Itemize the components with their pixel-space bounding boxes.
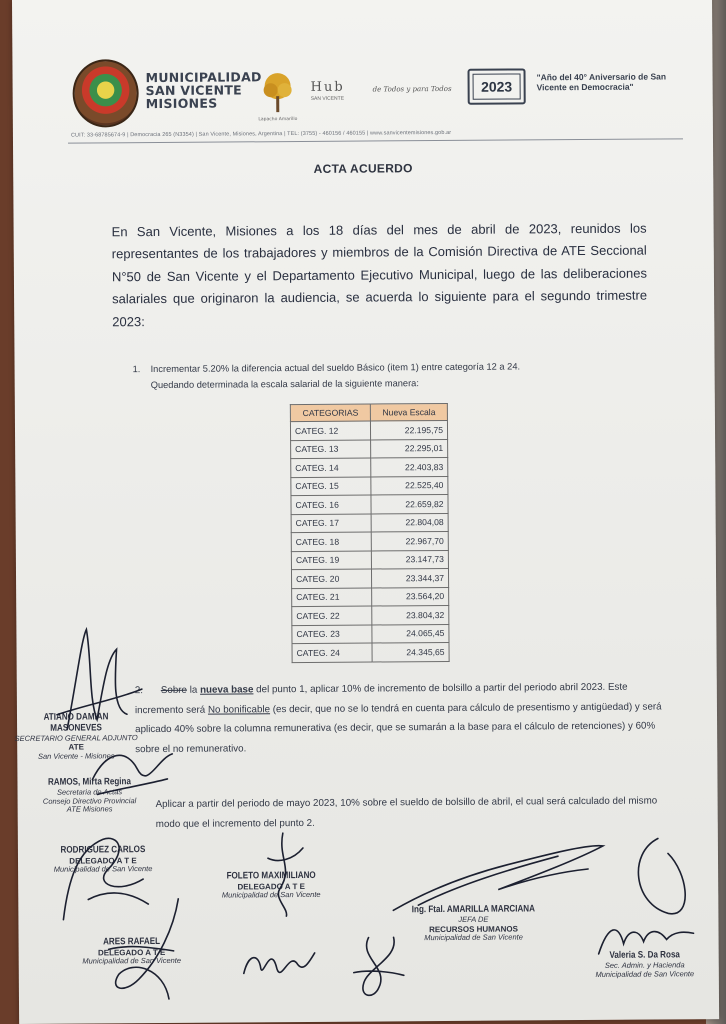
stamp-4-name: FOLETO MAXIMILIANO [226, 869, 316, 882]
stamp-2-org: Consejo Directivo Provincial [42, 795, 137, 806]
stamp-7-role: Sec. Admin. y Hacienda [604, 960, 685, 970]
stamp-5-name: Ing. Ftal. AMARILLA MARCIANA [411, 903, 535, 916]
item-2-number: 2. [134, 685, 144, 697]
category-cell: CATEG. 15 [291, 477, 371, 496]
category-cell: CATEG. 22 [292, 606, 372, 625]
stamp-rodriguez [38, 845, 168, 875]
document-page [12, 0, 719, 1024]
tree-logo-icon [258, 68, 298, 126]
stamp-7-name: Valeria S. Da Rosa [609, 949, 680, 961]
municipal-seal-icon [72, 59, 138, 127]
stamp-masoneves [11, 712, 141, 761]
signature-9-icon [588, 833, 699, 964]
tree-caption: Lapacho Amarillo [258, 117, 298, 123]
stamp-5-org: Municipalidad de San Vicente [424, 932, 523, 942]
hub-logo-text: Hub [310, 79, 345, 95]
item-2 [135, 677, 664, 759]
salary-scale-table [290, 403, 450, 663]
signature-7-icon [239, 933, 319, 989]
category-cell: CATEG. 21 [292, 588, 372, 607]
column-header-categories: CATEGORIAS [290, 404, 370, 422]
item-2-text-a: la [186, 684, 201, 696]
stamp-amarilla [398, 904, 548, 942]
hub-logo-sub: SAN VICENTE [310, 95, 345, 102]
category-cell: CATEG. 14 [291, 458, 371, 477]
stamp-6-role: DELEGADO A T E [97, 947, 166, 958]
scale-value-cell: 22.525,40 [371, 476, 448, 495]
stamp-7-org: Municipalidad de San Vicente [595, 968, 695, 979]
category-cell: CATEG. 24 [292, 643, 372, 662]
item-2-bold-phrase: nueva base [200, 684, 254, 696]
stamp-2-place: ATE Misiones [66, 804, 113, 814]
contact-line: CUIT: 33-68785674-9 | Democracia 265 (N3354) | San Vicente, Misiones, Argentina | TEL: (3755) - 460156 / 460155 | www.sanvicentemisiones.gob.ar [70, 129, 452, 139]
stamp-3-org: Municipalidad de San Vicente [53, 864, 153, 874]
table-row [292, 587, 449, 607]
stamp-2-role: Secretaria de Actas [56, 787, 123, 797]
intro-paragraph: En San Vicente, Misiones a los 18 días del mes de abril de 2023, reunidos los representantes de los trabajadores y miembros de la Comisión Directiva de ATE Seccional N°50 de San Vicente y el Departamento Ejecutivo Municipal, luego de las deliberaciones salariales que originaron la audiencia, se acuerda lo siguiente para el segundo trimestre 2023: [111, 220, 648, 329]
scale-value-cell: 23.804,32 [372, 605, 449, 624]
scale-value-cell: 22.295,01 [371, 439, 448, 458]
stamp-4-org: Municipalidad de San Vicente [221, 889, 321, 900]
category-cell: CATEG. 16 [291, 495, 371, 514]
table-row [291, 513, 448, 533]
script-logo: de Todos y para Todos [372, 84, 452, 94]
table-body [290, 420, 449, 662]
item-3: Aplicar a partir del periodo de mayo 2023, 10% sobre el sueldo de bolsillo de abril, el cual será calculado del mismo modo que el incremento del punto 2. [155, 795, 658, 830]
table-row [291, 439, 448, 459]
category-cell: CATEG. 18 [291, 532, 371, 551]
scale-value-cell: 22.967,70 [371, 531, 448, 550]
item-1-line-2: Quedando determinada la escala salarial de la siguiente manera: [150, 378, 419, 391]
table-row [292, 605, 449, 625]
stamp-3-role: DELEGADO A T E [69, 856, 137, 866]
year-badge [467, 68, 525, 104]
item-2-text-c: (es decir, que no se lo tendrá en cuenta para cálculo de presentismo y antigüedad) y será aplicado 40% sobre la columna remunerativa (es decir, que se sumarán a la base para el cálculo de retenciones) y 60% sobre el no remunerativo. [135, 700, 662, 755]
category-cell: CATEG. 23 [292, 625, 372, 644]
anniversary-slogan: "Año del 40° Aniversario de San Vicente en Democracia" [536, 71, 667, 93]
stamp-ares [67, 937, 197, 967]
hub-logo [311, 78, 367, 108]
stamp-6-name: ARES RAFAEL [103, 935, 161, 948]
category-cell: CATEG. 13 [291, 440, 371, 459]
muni-line-2: SAN VICENTE [145, 82, 243, 99]
stamp-4-role: DELEGADO A T E [237, 881, 305, 892]
table-row [291, 476, 448, 496]
header-divider [68, 138, 683, 143]
item-2-struck-word: Sobre [160, 684, 188, 696]
stamp-1-role: SECRETARIO GENERAL ADJUNTO [14, 732, 138, 743]
stamp-foleto [196, 871, 346, 901]
stamp-5-dept: RECURSOS HUMANOS [429, 924, 518, 934]
category-cell: CATEG. 12 [290, 421, 370, 440]
muni-line-1: MUNICIPALIDAD [145, 69, 262, 86]
table-row [291, 531, 448, 551]
scale-value-cell: 23.147,73 [372, 550, 449, 569]
table-row [291, 457, 448, 477]
stamp-2-name: RAMOS, Mirta Regina [47, 776, 132, 788]
item-2-underlined-phrase: No bonificable [207, 703, 271, 716]
category-cell: CATEG. 20 [291, 569, 371, 588]
item-1-number: 1. [132, 364, 141, 375]
stamp-6-org: Municipalidad de San Vicente [82, 955, 182, 966]
item-1-line-1: Incrementar 5.20% la diferencia actual del sueldo Básico (item 1) entre categoría 12 a 24. [150, 361, 521, 375]
stamp-da-rosa [575, 950, 715, 979]
scale-value-cell: 23.344,37 [372, 568, 449, 587]
stamp-1-org: ATE [68, 742, 84, 753]
category-cell: CATEG. 17 [291, 514, 371, 533]
column-header-new-scale: Nueva Escala [370, 403, 447, 421]
stamp-1-place: San Vicente - Misiones [37, 750, 115, 761]
scale-value-cell: 22.195,75 [371, 420, 448, 439]
stamp-5-role: JEFA DE [458, 914, 489, 924]
table-header-row [290, 403, 447, 421]
table-row [292, 642, 449, 662]
table-row [290, 420, 447, 440]
muni-line-3: MISIONES [145, 95, 218, 112]
scale-value-cell: 22.804,08 [371, 513, 448, 532]
scale-value-cell: 23.564,20 [372, 587, 449, 606]
table-row [291, 494, 448, 514]
item-1 [133, 358, 653, 394]
scale-value-cell: 22.403,83 [371, 457, 448, 476]
table-row [291, 550, 448, 570]
stamp-3-name: RODRIGUEZ CARLOS [60, 844, 146, 856]
scale-value-cell: 22.659,82 [371, 494, 448, 513]
category-cell: CATEG. 19 [291, 551, 371, 570]
scale-value-cell: 24.065,45 [372, 624, 449, 643]
stamp-ramos [21, 777, 157, 815]
year-text: 2023 [480, 78, 513, 95]
stamp-1-name: ATIANO DAMIAN MASONEVES [43, 711, 109, 734]
table-row [292, 624, 449, 644]
item-2-text-b: del punto 1, aplicar 10% de incremento de bolsillo a partir del periodo abril 2023. Este incremento será [134, 681, 628, 716]
scale-value-cell: 24.345,65 [372, 642, 449, 661]
table-row [291, 568, 448, 588]
document-title: ACTA ACUERDO [313, 161, 413, 176]
